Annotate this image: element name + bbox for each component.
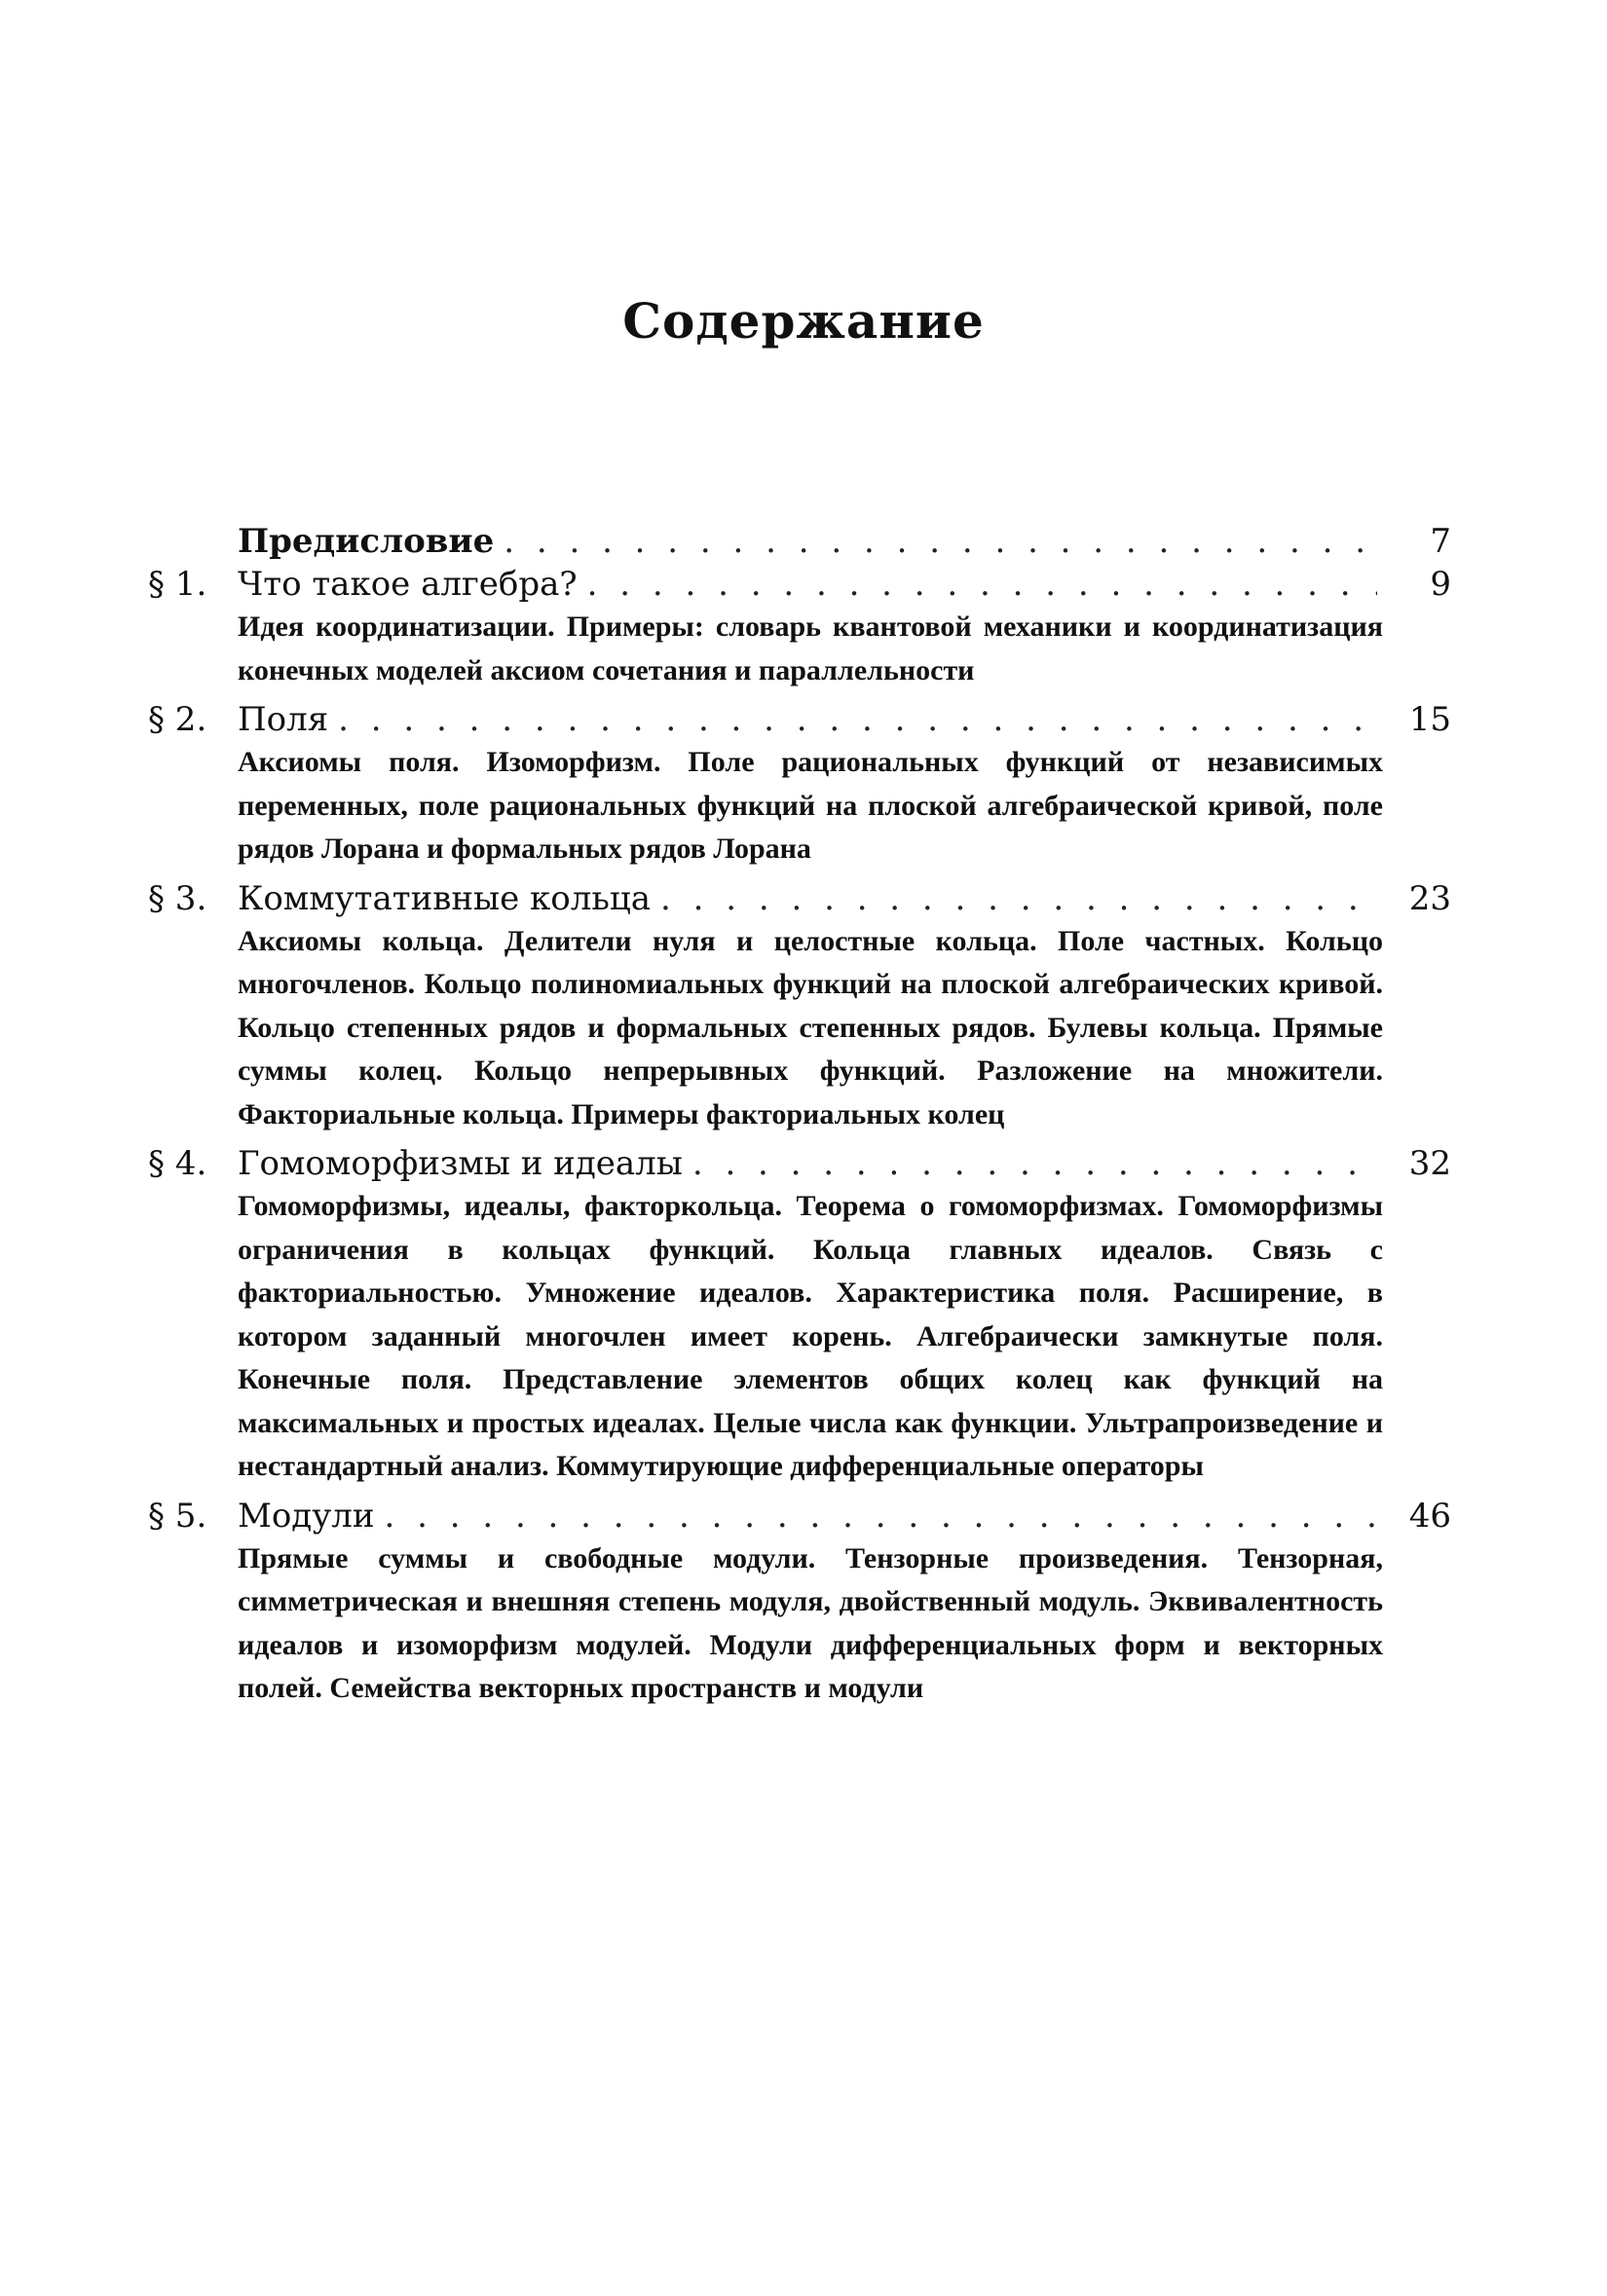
section-number: § 5. (148, 1496, 207, 1536)
toc-entry-section-1[interactable] (148, 563, 1451, 692)
toc-entry-section-3[interactable] (148, 877, 1451, 1137)
section-title[interactable]: Что такое алгебра? (238, 565, 578, 604)
toc-entry-preface[interactable] (148, 520, 1451, 563)
section-title[interactable]: Гомоморфизмы и идеалы (238, 1144, 683, 1183)
toc-entry-heading (148, 563, 1451, 606)
section-summary: Прямые суммы и свободные модули. Тензорные произведения. Тензорная, симметрическая и внешняя степень модуля, двойственный модуль. Эквивалентность идеалов и изоморфизм модулей. Модули дифференциальных форм и векторных полей. Семейства векторных пространств и модули (238, 1541, 1383, 1704)
toc-entry-section-5[interactable] (148, 1495, 1451, 1711)
section-summary: Идея координатизации. Примеры: словарь квантовой механики и координатизация конечных моделей аксиом сочетания и параллельности (238, 611, 1383, 686)
section-title[interactable]: Модули (238, 1496, 375, 1536)
page-number[interactable]: 9 (1430, 565, 1451, 604)
page-number[interactable]: 46 (1408, 1496, 1451, 1536)
page-number[interactable]: 7 (1430, 522, 1451, 561)
section-summary: Аксиомы кольца. Делители нуля и целостные кольца. Поле частных. Кольцо многочленов. Кольцо полиномиальных функций на плоской алгебраических кривой. Кольцо степенных рядов и формальных степенных рядов. Булевы кольца. Прямые суммы колец. Кольцо непрерывных функций. Разложение на множители. Факториальные кольца. Примеры факториальных колец (238, 924, 1383, 1130)
section-number: § 3. (148, 878, 207, 918)
toc-entry-section-4[interactable] (148, 1142, 1451, 1489)
toc-entry-heading (148, 520, 1451, 563)
dot-leader (384, 1495, 1377, 1537)
section-number: § 1. (148, 565, 207, 604)
toc-entry-heading (148, 877, 1451, 920)
dot-leader (692, 1142, 1377, 1185)
section-summary: Гомоморфизмы, идеалы, факторкольца. Теорема о гомоморфизмах. Гомоморфизмы ограничения в кольцах функций. Кольца главных идеалов. Связь с факториальностью. Умножение идеалов. Характеристика поля. Расширение, в котором заданный многочлен имеет корень. Алгебраически замкнутые поля. Конечные поля. Представление элементов общих колец как функций на максимальных и простых идеалах. Целые числа как функции. Ультрапроизведение и нестандартный анализ. Коммутирующие дифференциальные операторы (238, 1190, 1383, 1482)
dot-leader (587, 563, 1377, 606)
page-number[interactable]: 23 (1408, 878, 1451, 918)
page-title: Содержание (622, 292, 985, 350)
toc-entry-heading (148, 698, 1451, 741)
dot-leader (504, 520, 1377, 563)
dot-leader (338, 698, 1377, 741)
section-title[interactable]: Коммутативные кольца (238, 878, 651, 918)
section-title[interactable]: Поля (238, 700, 329, 739)
section-number: § 2. (148, 700, 207, 739)
section-summary: Аксиомы поля. Изоморфизм. Поле рациональных функций от независимых переменных, поле рациональных функций на плоской алгебраической кривой, поле рядов Лорана и формальных рядов Лорана (238, 746, 1383, 865)
dot-leader (660, 877, 1377, 920)
page-number[interactable]: 32 (1408, 1144, 1451, 1183)
toc-entry-heading (148, 1142, 1451, 1185)
toc-entry-heading (148, 1495, 1451, 1537)
toc-entry-section-2[interactable] (148, 698, 1451, 871)
section-number: § 4. (148, 1144, 207, 1183)
page-number[interactable]: 15 (1408, 700, 1451, 739)
section-title[interactable]: Предисловие (238, 522, 495, 561)
table-of-contents (148, 520, 1451, 1717)
